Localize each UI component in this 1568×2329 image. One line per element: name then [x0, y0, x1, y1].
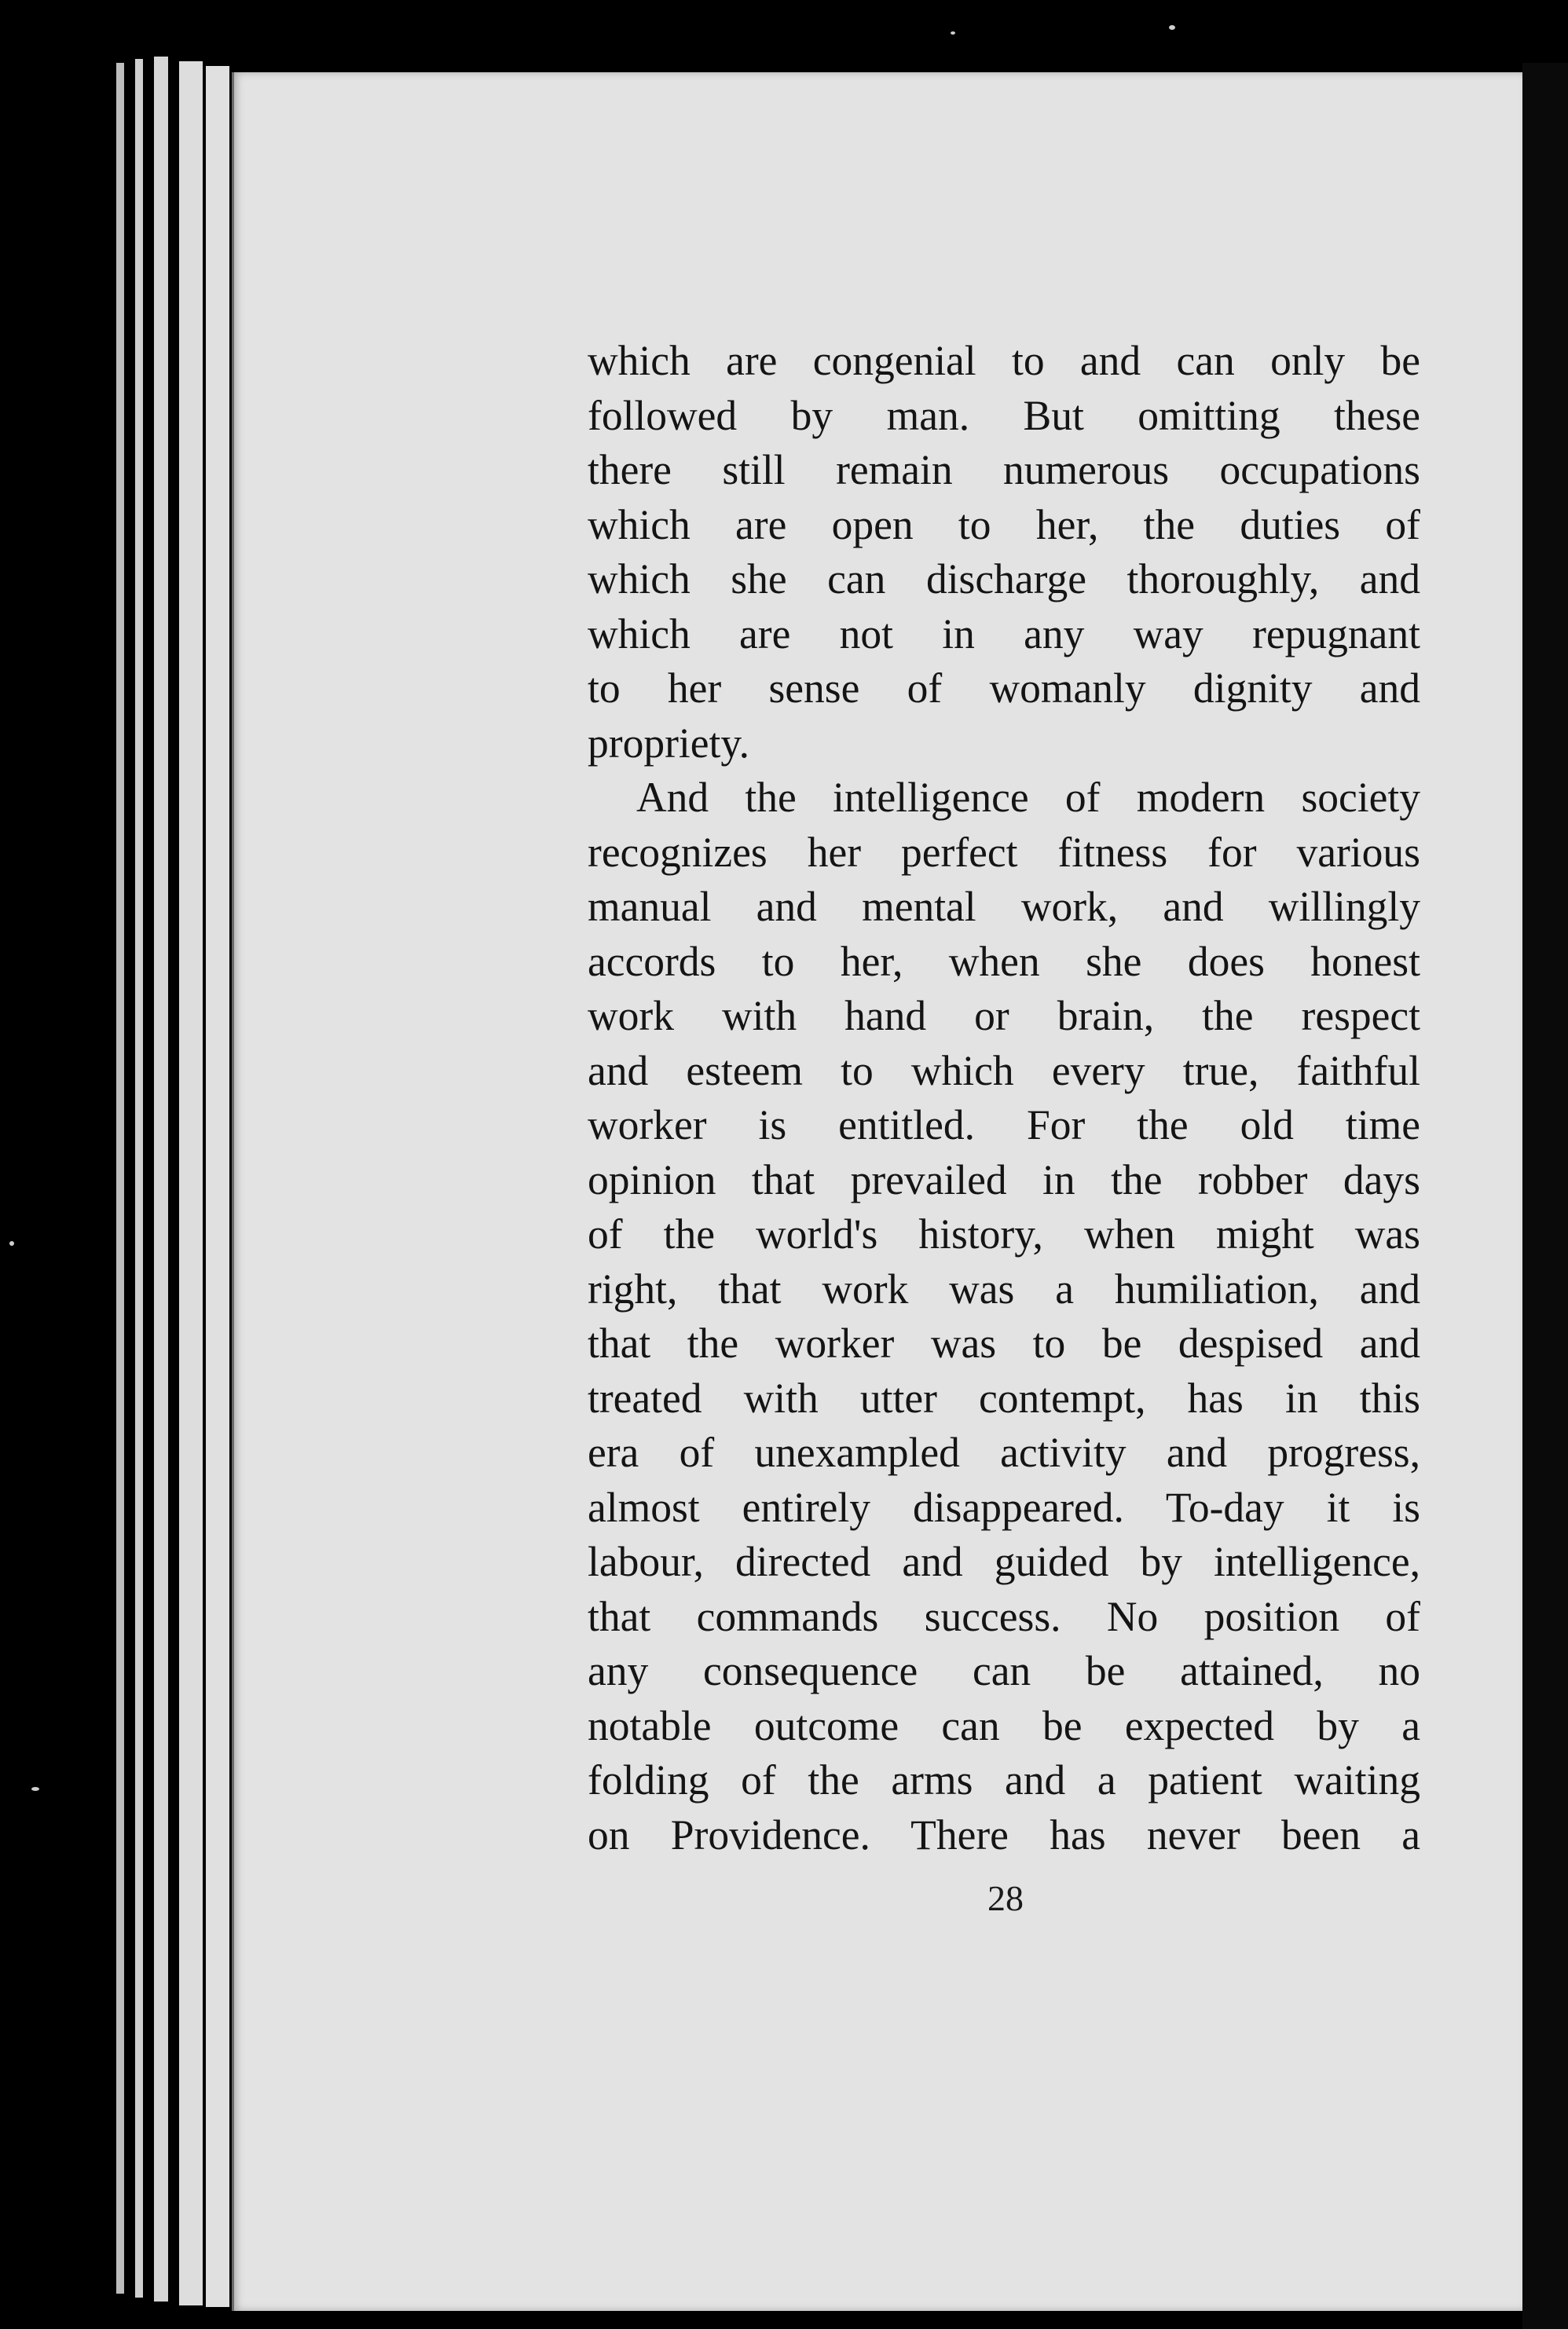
text-line: era of unexampled activity and progress, [588, 1429, 1420, 1476]
text-line: almost entirely disappeared. To-day it is [588, 1483, 1420, 1531]
text-line: manual and mental work, and willingly [588, 883, 1420, 930]
text-line: there still remain numerous occupations [588, 446, 1420, 493]
text-line: which are not in any way repugnant [588, 610, 1420, 657]
text-line: of the world's history, when might was [588, 1210, 1420, 1258]
scan-speck [1169, 25, 1175, 30]
scan-speck [31, 1787, 39, 1791]
text-line: to her sense of womanly dignity and [588, 665, 1420, 712]
body-text [588, 334, 1420, 1862]
text-line: propriety. [588, 719, 750, 767]
text-line: treated with utter contempt, has in this [588, 1374, 1420, 1422]
text-line: notable outcome can be expected by a [588, 1701, 1420, 1749]
page-edge [135, 59, 143, 2298]
text-line: which she can discharge thoroughly, and [588, 555, 1420, 602]
text-line: on Providence. There has never been a [588, 1811, 1420, 1858]
text-line: that commands success. No position of [588, 1592, 1420, 1640]
text-line: opinion that prevailed in the robber days [588, 1155, 1420, 1203]
text-line: which are congenial to and can only be [588, 337, 1420, 384]
scan-right-border [1522, 63, 1568, 2329]
text-line: right, that work was a humiliation, and [588, 1265, 1420, 1313]
scan-speck [951, 31, 955, 35]
page-edge [206, 66, 229, 2307]
text-line: recognizes her perfect fitness for various [588, 828, 1420, 876]
text-line: which are open to her, the duties of [588, 500, 1420, 548]
page-gutter-line [232, 72, 234, 2311]
page-edge [154, 57, 168, 2302]
text-line: followed by man. But omitting these [588, 391, 1420, 439]
page-number: 28 [987, 1878, 1024, 1918]
text-line: and esteem to which every true, faithful [588, 1046, 1420, 1094]
text-line: accords to her, when she does honest [588, 937, 1420, 985]
paragraph-2 [588, 771, 1420, 1862]
page-edge [179, 61, 203, 2305]
paragraph-1 [588, 334, 1420, 771]
text-line: any consequence can be attained, no [588, 1647, 1420, 1694]
text-line: worker is entitled. For the old time [588, 1101, 1420, 1148]
text-line: And the intelligence of modern society [636, 774, 1420, 821]
text-line: labour, directed and guided by intelligence, [588, 1538, 1420, 1585]
scan-speck [9, 1241, 14, 1246]
text-line: folding of the arms and a patient waiting [588, 1756, 1420, 1804]
page-edge [116, 63, 124, 2294]
text-line: work with hand or brain, the respect [588, 992, 1420, 1039]
text-line: that the worker was to be despised and [588, 1320, 1420, 1367]
